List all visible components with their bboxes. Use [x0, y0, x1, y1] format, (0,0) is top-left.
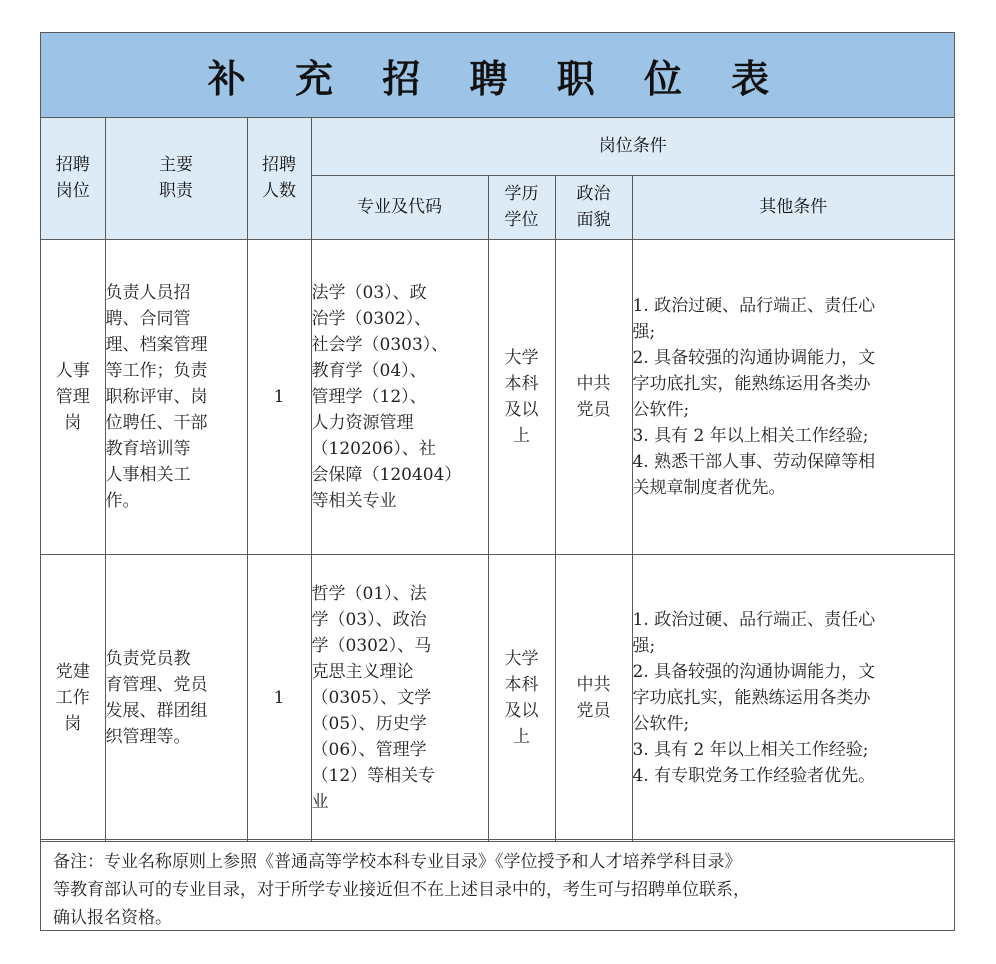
education-line: 及以	[504, 399, 539, 420]
position-line: 岗	[64, 412, 82, 433]
other-line: 3. 具有 2 年以上相关工作经验;	[632, 425, 869, 446]
header-count	[247, 118, 311, 239]
other-line: 字功底扎实，能熟练运用各类办	[632, 687, 871, 708]
education-cell	[488, 239, 555, 554]
header-conditions: 岗位条件	[311, 118, 954, 175]
duties-line: 负责人员招	[105, 282, 191, 303]
political-cell	[555, 554, 632, 841]
education-line: 大学	[504, 347, 539, 368]
header-education-line: 学位	[504, 210, 539, 230]
recruitment-table	[40, 32, 955, 931]
other-line: 2. 具备较强的沟通协调能力，文	[632, 661, 876, 682]
duties-cell	[105, 239, 247, 554]
count-cell: 1	[247, 554, 311, 841]
duties-line: 织管理等。	[105, 726, 191, 747]
footnote-line: 等教育部认可的专业目录，对于所学专业接近但不在上述目录中的，考生可与招聘单位联系，	[53, 880, 750, 900]
education-line: 本科	[504, 674, 539, 695]
major-line: 管理学（12）、	[311, 386, 427, 407]
education-line: 上	[513, 425, 530, 446]
political-line: 党员	[576, 399, 611, 420]
major-line: 哲学（01）、法	[311, 583, 427, 604]
major-line: 教育学（04）、	[311, 360, 427, 381]
header-position	[41, 118, 105, 239]
table-row	[41, 239, 954, 554]
other-line: 2. 具备较强的沟通协调能力，文	[632, 347, 876, 368]
header-major: 专业及代码	[311, 175, 488, 239]
education-line: 上	[513, 726, 530, 747]
major-line: 学（03）、政治	[311, 609, 427, 630]
footnote	[41, 839, 954, 931]
major-line: （06）、管理学	[311, 739, 427, 760]
education-line: 本科	[504, 373, 539, 394]
duties-line: 位聘任、干部	[105, 412, 208, 433]
duties-line: 教育培训等	[105, 438, 191, 459]
table-title: 补 充 招 聘 职 位 表	[41, 33, 954, 118]
footnote-line: 确认报名资格。	[53, 908, 172, 928]
duties-line: 职称评审、岗	[105, 386, 208, 407]
other-line: 公软件;	[632, 399, 690, 420]
political-line: 中共	[576, 674, 611, 695]
duties-cell	[105, 554, 247, 841]
positions-grid	[41, 118, 954, 842]
major-line: （05）、历史学	[311, 713, 427, 734]
count-cell: 1	[247, 239, 311, 554]
major-line: （0305）、文学	[311, 687, 432, 708]
education-line: 大学	[504, 648, 539, 669]
major-line: 克思主义理论	[311, 661, 414, 682]
header-position-line: 岗位	[55, 181, 90, 202]
header-count-line: 人数	[262, 181, 296, 202]
header-education	[488, 175, 555, 239]
major-line: 学（0302）、马	[311, 635, 432, 656]
duties-line: 作。	[105, 490, 140, 511]
major-line: 人力资源管理	[311, 412, 414, 433]
major-line: 社会学（0303）、	[311, 334, 449, 355]
header-education-line: 学历	[504, 184, 539, 204]
duties-line: 负责党员教	[105, 648, 191, 669]
position-line: 岗	[64, 713, 82, 734]
position-line: 人事	[55, 360, 90, 381]
other-cell	[632, 239, 954, 554]
major-line: 治学（0302）、	[311, 308, 432, 329]
position-cell	[41, 239, 105, 554]
other-line: 公软件;	[632, 713, 690, 734]
duties-line: 发展、群团组	[105, 700, 208, 721]
header-political	[555, 175, 632, 239]
header-other: 其他条件	[632, 175, 954, 239]
position-line: 党建	[55, 661, 90, 682]
header-position-line: 招聘	[55, 155, 90, 176]
political-line: 中共	[576, 373, 611, 394]
major-cell	[311, 554, 488, 841]
footnote-line: 备注：专业名称原则上参照《普通高等学校本科专业目录》《学位授予和人才培养学科目录》	[53, 852, 742, 872]
major-line: 法学（03）、政	[311, 282, 427, 303]
major-line: 会保障（120404）	[311, 464, 462, 485]
duties-line: 理、档案管理	[105, 334, 208, 355]
political-line: 党员	[576, 700, 611, 721]
position-line: 管理	[55, 386, 90, 407]
major-line: （12）等相关专	[311, 765, 436, 786]
major-line: 等相关专业	[311, 490, 397, 511]
other-line: 1. 政治过硬、品行端正、责任心	[632, 609, 876, 630]
position-line: 工作	[55, 687, 90, 708]
table-row	[41, 554, 954, 841]
other-line: 关规章制度者优先。	[632, 477, 786, 498]
other-line: 强;	[632, 635, 656, 656]
header-duties-line: 主要	[159, 155, 193, 176]
major-line: （120206）、社	[311, 438, 436, 459]
header-duties-line: 职责	[159, 181, 193, 202]
header-duties	[105, 118, 247, 239]
other-line: 字功底扎实，能熟练运用各类办	[632, 373, 871, 394]
header-count-line: 招聘	[262, 155, 296, 176]
education-line: 及以	[504, 700, 539, 721]
other-line: 3. 具有 2 年以上相关工作经验;	[632, 739, 869, 760]
other-line: 4. 有专职党务工作经验者优先。	[632, 765, 876, 786]
other-line: 4. 熟悉干部人事、劳动保障等相	[632, 451, 876, 472]
political-cell	[555, 239, 632, 554]
other-line: 强;	[632, 321, 656, 342]
duties-line: 人事相关工	[105, 464, 191, 485]
other-line: 1. 政治过硬、品行端正、责任心	[632, 295, 876, 316]
other-cell	[632, 554, 954, 841]
header-political-line: 政治	[576, 184, 611, 204]
duties-line: 育管理、党员	[105, 674, 208, 695]
education-cell	[488, 554, 555, 841]
major-line: 业	[311, 791, 329, 812]
major-cell	[311, 239, 488, 554]
position-cell	[41, 554, 105, 841]
duties-line: 等工作；负责	[105, 360, 208, 381]
header-political-line: 面貌	[576, 210, 611, 230]
duties-line: 聘、合同管	[105, 308, 191, 329]
